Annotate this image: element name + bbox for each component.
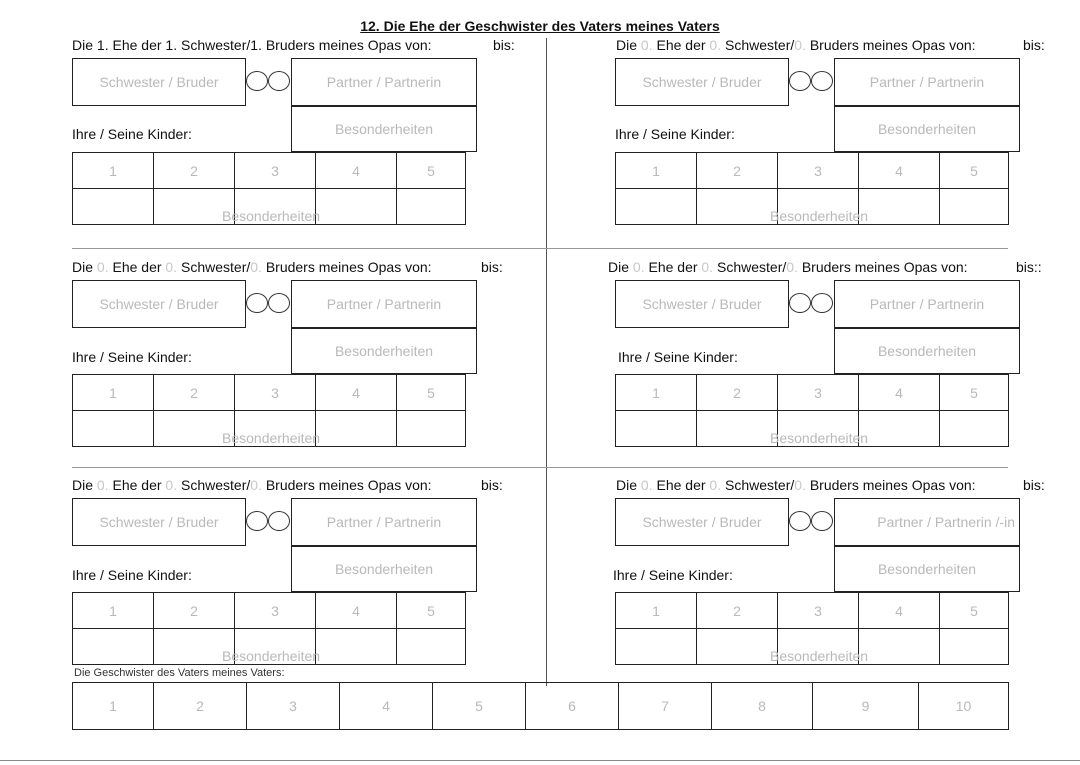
wedding-ring-icon [811, 511, 833, 531]
children-label: Ihre / Seine Kinder: [72, 349, 192, 365]
partner-field[interactable]: Partner / Partnerin [291, 498, 477, 546]
page-bottom-rule [0, 760, 1080, 761]
sibling-field[interactable]: Schwester / Bruder [72, 498, 246, 546]
sibling-cell[interactable]: 9 [813, 683, 919, 730]
child-cell[interactable]: 1 [616, 593, 697, 629]
child-cell[interactable]: 1 [73, 593, 154, 629]
block-header: Die 0. Ehe der 0. Schwester/0. Bruders meines Opas von: [616, 477, 976, 493]
child-note-cell[interactable] [697, 629, 778, 665]
child-note-cell[interactable] [316, 629, 397, 665]
child-cell[interactable]: 4 [859, 593, 940, 629]
children-notes-label: Besonderheiten [770, 430, 869, 446]
wedding-ring-icon [789, 511, 811, 531]
child-note-cell[interactable] [697, 411, 778, 447]
partner-notes-field[interactable]: Besonderheiten [291, 106, 477, 152]
row-divider [72, 248, 1008, 249]
partner-notes-field[interactable]: Besonderheiten [834, 106, 1020, 152]
child-note-cell[interactable] [73, 629, 154, 665]
wedding-ring-icon [246, 71, 268, 91]
child-cell[interactable]: 1 [73, 375, 154, 411]
sibling-field[interactable]: Schwester / Bruder [72, 58, 246, 106]
child-note-cell[interactable] [940, 629, 1009, 665]
sibling-field[interactable]: Schwester / Bruder [72, 280, 246, 328]
block-header: Die 1. Ehe der 1. Schwester/1. Bruders meines Opas von: [72, 37, 432, 53]
child-cell[interactable]: 3 [778, 593, 859, 629]
until-label: bis: [481, 259, 503, 275]
child-cell[interactable]: 2 [154, 593, 235, 629]
partner-field[interactable]: Partner / Partnerin [291, 280, 477, 328]
block-header: Die 0. Ehe der 0. Schwester/0. Bruders meines Opas von: [616, 37, 976, 53]
until-label: bis: [1023, 477, 1045, 493]
child-cell[interactable]: 3 [235, 593, 316, 629]
child-note-cell[interactable] [859, 629, 940, 665]
child-cell[interactable]: 2 [697, 153, 778, 189]
siblings-table [72, 682, 1009, 730]
children-notes-label: Besonderheiten [222, 648, 321, 664]
child-cell[interactable]: 4 [316, 593, 397, 629]
child-cell[interactable]: 4 [859, 375, 940, 411]
child-cell[interactable]: 2 [154, 375, 235, 411]
wedding-ring-icon [789, 71, 811, 91]
children-notes-label: Besonderheiten [770, 648, 869, 664]
until-label: bis:: [1016, 259, 1042, 275]
sibling-cell[interactable]: 7 [619, 683, 712, 730]
sibling-cell[interactable]: 8 [712, 683, 813, 730]
child-cell[interactable]: 1 [73, 153, 154, 189]
block-header: Die 0. Ehe der 0. Schwester/0. Bruders meines Opas von: [608, 259, 968, 275]
child-note-cell[interactable] [73, 189, 154, 225]
child-note-cell[interactable] [859, 411, 940, 447]
child-cell[interactable]: 2 [697, 593, 778, 629]
child-note-cell[interactable] [940, 411, 1009, 447]
children-label: Ihre / Seine Kinder: [613, 567, 733, 583]
child-note-cell[interactable] [397, 411, 466, 447]
children-notes-label: Besonderheiten [222, 430, 321, 446]
child-cell[interactable]: 4 [316, 375, 397, 411]
child-note-cell[interactable] [397, 629, 466, 665]
child-note-cell[interactable] [616, 629, 697, 665]
wedding-ring-icon [268, 511, 290, 531]
child-cell[interactable]: 1 [616, 375, 697, 411]
partner-notes-field[interactable]: Besonderheiten [834, 546, 1020, 592]
child-cell[interactable]: 1 [616, 153, 697, 189]
children-label: Ihre / Seine Kinder: [618, 349, 738, 365]
child-note-cell[interactable] [940, 189, 1009, 225]
wedding-ring-icon [811, 293, 833, 313]
sibling-field[interactable]: Schwester / Bruder [615, 58, 789, 106]
child-note-cell[interactable] [697, 189, 778, 225]
child-cell[interactable]: 5 [397, 593, 466, 629]
child-cell[interactable]: 3 [235, 153, 316, 189]
partner-field[interactable]: Partner / Partnerin [291, 58, 477, 106]
child-note-cell[interactable] [397, 189, 466, 225]
sibling-cell[interactable]: 2 [154, 683, 247, 730]
child-note-cell[interactable] [616, 189, 697, 225]
child-cell[interactable]: 4 [316, 153, 397, 189]
sibling-cell[interactable]: 3 [247, 683, 340, 730]
child-cell[interactable]: 4 [859, 153, 940, 189]
child-note-cell[interactable] [316, 411, 397, 447]
sibling-cell[interactable]: 1 [73, 683, 154, 730]
partner-notes-field[interactable]: Besonderheiten [291, 328, 477, 374]
child-cell[interactable]: 5 [940, 153, 1009, 189]
children-notes-label: Besonderheiten [222, 208, 321, 224]
until-label: bis: [1023, 37, 1045, 53]
child-cell[interactable]: 3 [778, 153, 859, 189]
child-cell[interactable]: 2 [697, 375, 778, 411]
child-note-cell[interactable] [616, 411, 697, 447]
wedding-ring-icon [811, 71, 833, 91]
wedding-ring-icon [246, 293, 268, 313]
siblings-label: Die Geschwister des Vaters meines Vaters: [74, 667, 285, 679]
sibling-cell[interactable]: 4 [340, 683, 433, 730]
wedding-ring-icon [268, 71, 290, 91]
child-note-cell[interactable] [316, 189, 397, 225]
wedding-ring-icon [789, 293, 811, 313]
block-header: Die 0. Ehe der 0. Schwester/0. Bruders meines Opas von: [72, 477, 432, 493]
partner-notes-field[interactable]: Besonderheiten [834, 328, 1020, 374]
child-note-cell[interactable] [859, 189, 940, 225]
block-header: Die 0. Ehe der 0. Schwester/0. Bruders meines Opas von: [72, 259, 432, 275]
center-divider [546, 38, 547, 686]
row-divider [72, 467, 1008, 468]
child-cell[interactable]: 5 [940, 375, 1009, 411]
until-label: bis: [493, 37, 515, 53]
sibling-cell[interactable]: 6 [526, 683, 619, 730]
children-label: Ihre / Seine Kinder: [615, 126, 735, 142]
child-cell[interactable]: 5 [940, 593, 1009, 629]
partner-notes-field[interactable]: Besonderheiten [291, 546, 477, 592]
wedding-ring-icon [268, 293, 290, 313]
sibling-cell[interactable]: 5 [433, 683, 526, 730]
page-title: 12. Die Ehe der Geschwister des Vaters meines Vaters [360, 18, 720, 34]
partner-field[interactable]: Partner / Partnerin /-in [834, 498, 1020, 546]
sibling-field[interactable]: Schwester / Bruder [615, 498, 789, 546]
sibling-field[interactable]: Schwester / Bruder [615, 280, 789, 328]
children-label: Ihre / Seine Kinder: [72, 567, 192, 583]
child-note-cell[interactable] [73, 411, 154, 447]
children-label: Ihre / Seine Kinder: [72, 126, 192, 142]
children-notes-label: Besonderheiten [770, 208, 869, 224]
until-label: bis: [481, 477, 503, 493]
child-cell[interactable]: 5 [397, 375, 466, 411]
child-cell[interactable]: 3 [235, 375, 316, 411]
partner-field[interactable]: Partner / Partnerin [834, 58, 1020, 106]
wedding-ring-icon [246, 511, 268, 531]
child-cell[interactable]: 3 [778, 375, 859, 411]
sibling-cell[interactable]: 10 [919, 683, 1009, 730]
child-cell[interactable]: 2 [154, 153, 235, 189]
partner-field[interactable]: Partner / Partnerin [834, 280, 1020, 328]
child-cell[interactable]: 5 [397, 153, 466, 189]
